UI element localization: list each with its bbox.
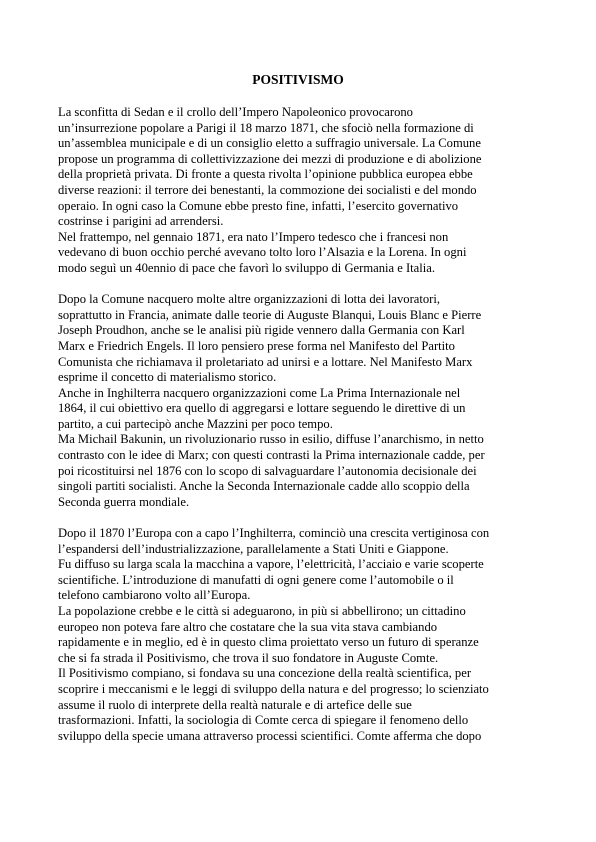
- text-line: La sconfitta di Sedan e il crollo dell’Impero Napoleonico provocarono: [58, 105, 413, 119]
- text-line: Dopo il 1870 l’Europa con a capo l’Inghilterra, cominciò una crescita vertiginosa con: [58, 526, 490, 541]
- text-line: della proprietà privata. Di fronte a questa rivolta l’opinione pubblica europea ebbe: [58, 167, 473, 182]
- text-line: un’insurrezione popolare a Parigi il 18 marzo 1871, che sfociò nella formazione di: [58, 120, 474, 135]
- paragraph: [58, 292, 548, 386]
- text-line: diverse reazioni: il terrore dei benestanti, la commozione dei socialisti e del mondo: [58, 182, 477, 197]
- text-line: partito, a cui partecipò anche Mazzini per poco tempo.: [58, 416, 333, 431]
- text-line: propose un programma di collettivizzazione dei mezzi di produzione e di abolizione: [58, 151, 482, 166]
- text-line: l’espandersi dell’industrializzazione, parallelamente a Stati Uniti e Giappone.: [58, 541, 449, 556]
- text-line: La popolazione crebbe e le città si adeguarono, in più si abbellirono; un cittadino: [58, 604, 466, 618]
- text-line: Dopo la Comune nacquero molte altre organizzazioni di lotta dei lavoratori,: [58, 292, 441, 307]
- text-line: costrinse i parigini ad arrendersi.: [58, 214, 224, 229]
- text-line: singoli partiti socialisti. Anche la Seconda Internazionale cadde allo scoppio della: [58, 479, 470, 494]
- paragraph: [58, 557, 548, 604]
- paragraph: [58, 604, 548, 666]
- paragraph: [58, 526, 548, 557]
- paragraph: [58, 230, 548, 277]
- text-line: telefono cambiarono volto all’Europa.: [58, 588, 251, 603]
- text-line: poi ricostituirsi nel 1876 con lo scopo di salvaguardare l’autonomia decisionale dei: [58, 463, 477, 478]
- text-line: Ma Michail Bakunin, un rivoluzionario russo in esilio, diffuse l’anarchismo, in netto: [58, 432, 484, 447]
- section-gap: [58, 277, 548, 293]
- text-line: soprattutto in Francia, animate dalle teorie di Auguste Blanqui, Louis Blanc e Pierre: [58, 307, 482, 322]
- paragraph: [58, 386, 548, 433]
- text-line: operaio. In ogni caso la Comune ebbe presto fine, infatti, l’esercito governativo: [58, 198, 459, 213]
- text-line: Fu diffuso su larga scala la macchina a vapore, l’elettricità, l’acciaio e varie scoperte: [58, 557, 484, 572]
- document-title: POSITIVISMO: [252, 72, 344, 87]
- text-line: esprime il concetto di materialismo storico.: [58, 370, 277, 385]
- text-line: trasformazioni. Infatti, la sociologia di Comte cerca di spiegare il fenomeno dello: [58, 713, 469, 728]
- paragraph: [58, 432, 548, 510]
- text-line: rapidamente e in meglio, ed è in questo clima proiettato verso un futuro di speranze: [58, 635, 479, 650]
- paragraph: [58, 666, 548, 744]
- text-line: sviluppo della specie umana attraverso processi scientifici. Comte afferma che dopo: [58, 728, 482, 743]
- text-line: assume il ruolo di interprete della realtà naturale e di artefice delle sue: [58, 697, 412, 712]
- document-body: [58, 105, 548, 744]
- text-line: un’assemblea municipale e di un consiglio eletto a suffragio universale. La Comune: [58, 136, 481, 151]
- section-gap: [58, 510, 548, 526]
- text-line: scoprire i meccanismi e le leggi di sviluppo della natura e del progresso; lo scienziato: [58, 681, 489, 696]
- text-line: europeo non poteva fare altro che costatare che la sua vita stava cambiando: [58, 619, 438, 634]
- text-line: contrasto con le idee di Marx; con questi contrasti la Prima internazionale cadde, per: [58, 448, 485, 463]
- text-line: Il Positivismo compiano, si fondava su una concezione della realtà scientifica, per: [58, 666, 472, 681]
- text-line: Nel frattempo, nel gennaio 1871, era nato l’Impero tedesco che i francesi non: [58, 229, 449, 244]
- text-line: Comunista che richiamava il proletariato ad unirsi e a lottare. Nel Manifesto Marx: [58, 354, 473, 369]
- text-line: modo seguì un 40ennio di pace che favorì lo sviluppo di Germania e Italia.: [58, 260, 436, 275]
- text-line: che si fa strada il Positivismo, che trova il suo fondatore in Auguste Comte.: [58, 650, 439, 665]
- text-line: scientifiche. L’introduzione di manufatti di ogni genere come l’automobile o il: [58, 572, 454, 587]
- text-line: Seconda guerra mondiale.: [58, 494, 190, 509]
- paragraph: [58, 105, 548, 230]
- text-line: Anche in Inghilterra nacquero organizzazioni come La Prima Internazionale nel: [58, 385, 461, 400]
- text-line: Joseph Proudhon, anche se le analisi più rigide vennero dalla Germania con Karl: [58, 323, 465, 338]
- text-line: 1864, il cui obiettivo era quello di aggregarsi e lottare seguendo le direttive di un: [58, 401, 466, 416]
- text-line: vedevano di buon occhio perché avevano tolto loro l’Alsazia e la Lorena. In ogni: [58, 245, 467, 260]
- text-line: Marx e Friedrich Engels. Il loro pensiero prese forma nel Manifesto del Partito: [58, 338, 455, 353]
